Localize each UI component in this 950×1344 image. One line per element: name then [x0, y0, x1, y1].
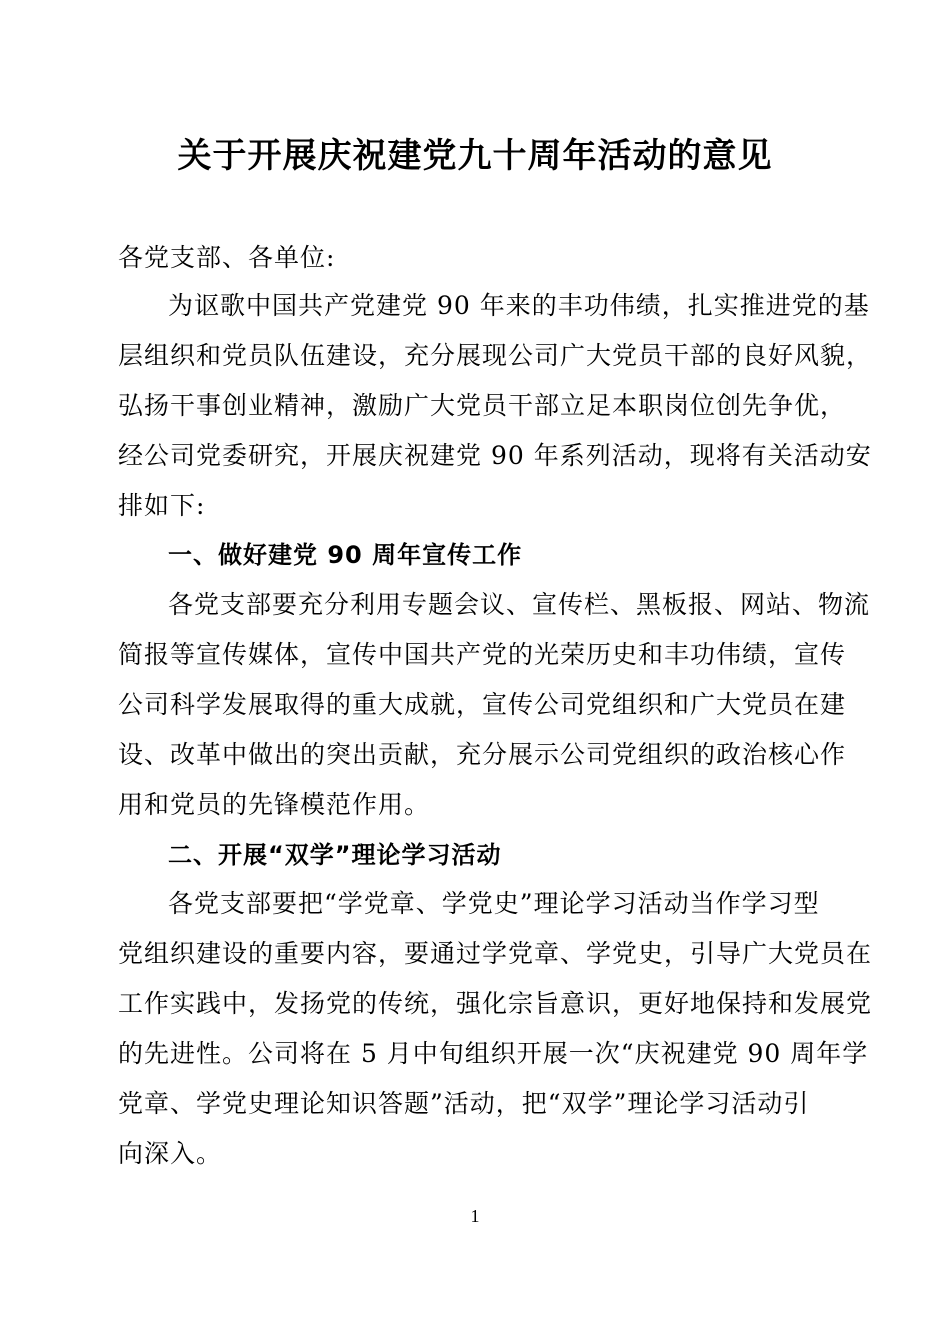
page-number: 1 — [470, 1206, 480, 1226]
intro-line: 弘扬干事创业精神，激励广大党员干部立足本职岗位创先争优， — [118, 391, 847, 420]
section1-line: 设、改革中做出的突出贡献，充分展示公司党组织的政治核心作 — [118, 740, 847, 769]
intro-line: 层组织和党员队伍建设，充分展现公司广大党员干部的良好风貌， — [118, 341, 873, 370]
section1-line: 公司科学发展取得的重大成就，宣传公司党组织和广大党员在建 — [118, 690, 847, 719]
document-title: 关于开展庆祝建党九十周年活动的意见 — [177, 136, 773, 176]
section2-line: 向深入。 — [118, 1139, 223, 1168]
section2-line: 各党支部要把“学党章、学党史”理论学习活动当作学习型 — [168, 889, 820, 918]
section1-line: 各党支部要充分利用专题会议、宣传栏、黑板报、网站、物流 — [168, 590, 871, 619]
salutation: 各党支部、各单位: — [118, 243, 336, 272]
section2-line: 工作实践中，发扬党的传统，强化宗旨意识，更好地保持和发展党 — [118, 989, 873, 1018]
section2-line: 的先进性。公司将在 5 月中旬组织开展一次“庆祝建党 90 周年学 — [118, 1039, 869, 1068]
section1-line: 用和党员的先锋模范作用。 — [118, 790, 431, 819]
section-heading-1: 一、做好建党 90 周年宣传工作 — [168, 541, 523, 569]
intro-line: 排如下: — [118, 491, 206, 520]
section1-line: 简报等宣传媒体，宣传中国共产党的光荣历史和丰功伟绩，宣传 — [118, 640, 847, 669]
section-heading-2: 二、开展“双学”理论学习活动 — [168, 841, 502, 869]
section2-line: 党章、学党史理论知识答题”活动，把“双学”理论学习活动引 — [118, 1089, 810, 1118]
intro-line: 经公司党委研究，开展庆祝建党 90 年系列活动，现将有关活动安 — [118, 441, 872, 470]
section2-line: 党组织建设的重要内容，要通过学党章、学党史，引导广大党员在 — [118, 939, 873, 968]
intro-line: 为讴歌中国共产党建党 90 年来的丰功伟绩，扎实推进党的基 — [168, 291, 870, 320]
